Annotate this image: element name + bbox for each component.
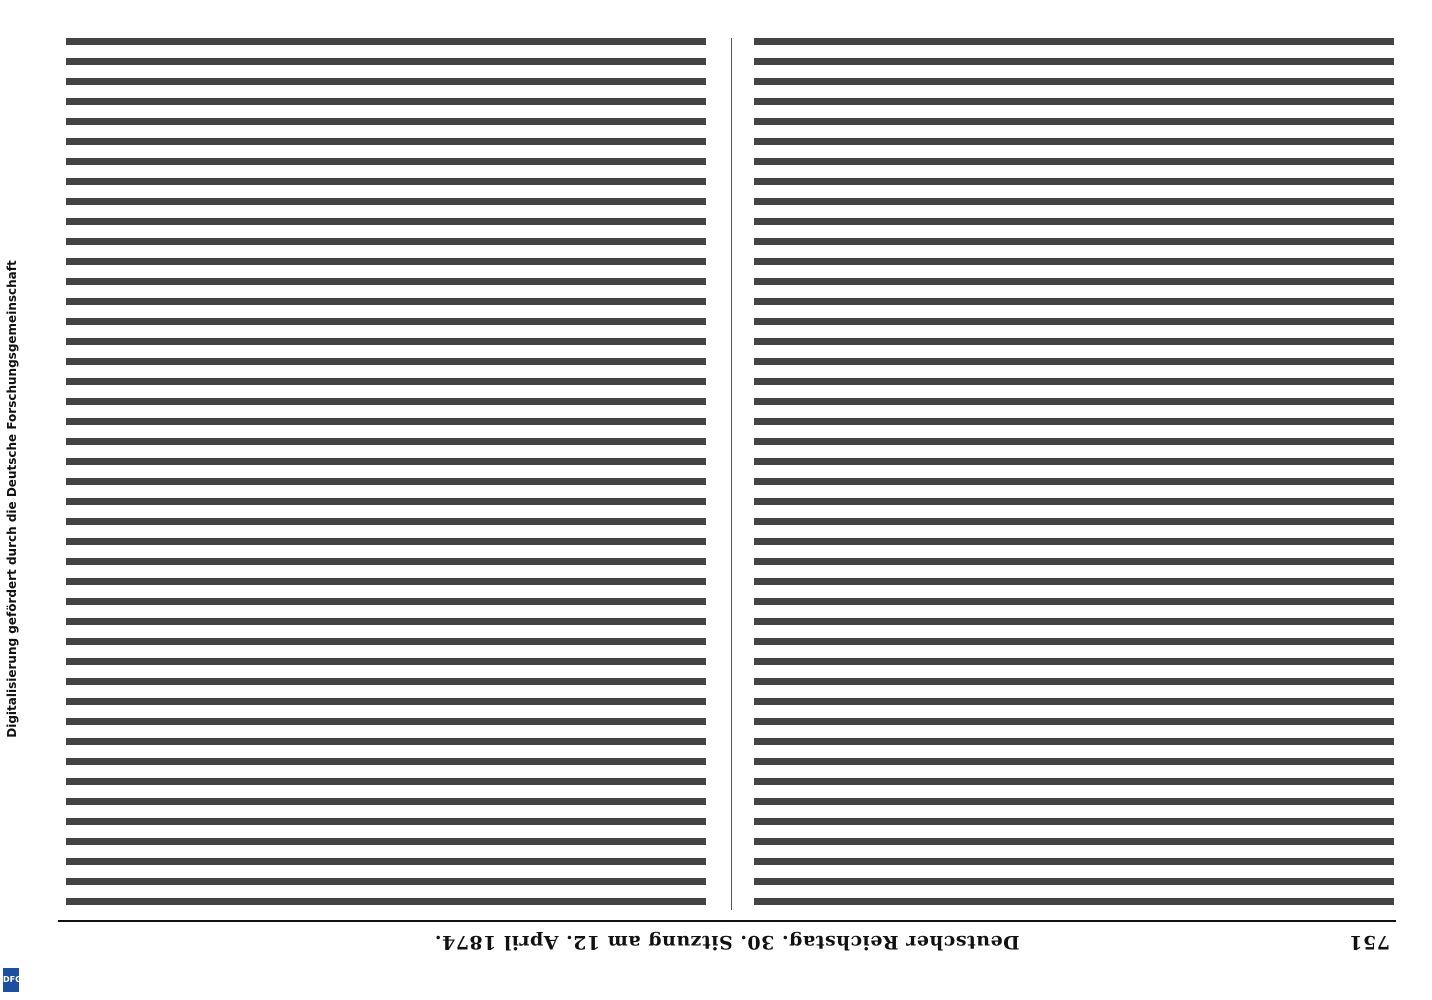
scanned-page (58, 22, 1396, 962)
digitisation-note: Digitalisierung gefördert durch die Deutsche Forschungsgemeinschaft (5, 260, 19, 738)
text-column-right (66, 38, 706, 910)
column-text-lines (754, 38, 1394, 910)
digitisation-sidebar (0, 0, 22, 1000)
column-text-lines (66, 38, 706, 910)
running-head-title: Deutscher Reichstag. 30. Sitzung am 12. April 1874. (434, 931, 1020, 953)
running-head (58, 920, 1396, 962)
dfg-logo (3, 968, 22, 992)
text-column-left (754, 38, 1394, 910)
column-divider (731, 38, 732, 910)
dfg-logo-label: DFG (3, 975, 22, 984)
page-number: 751 (1348, 931, 1390, 953)
